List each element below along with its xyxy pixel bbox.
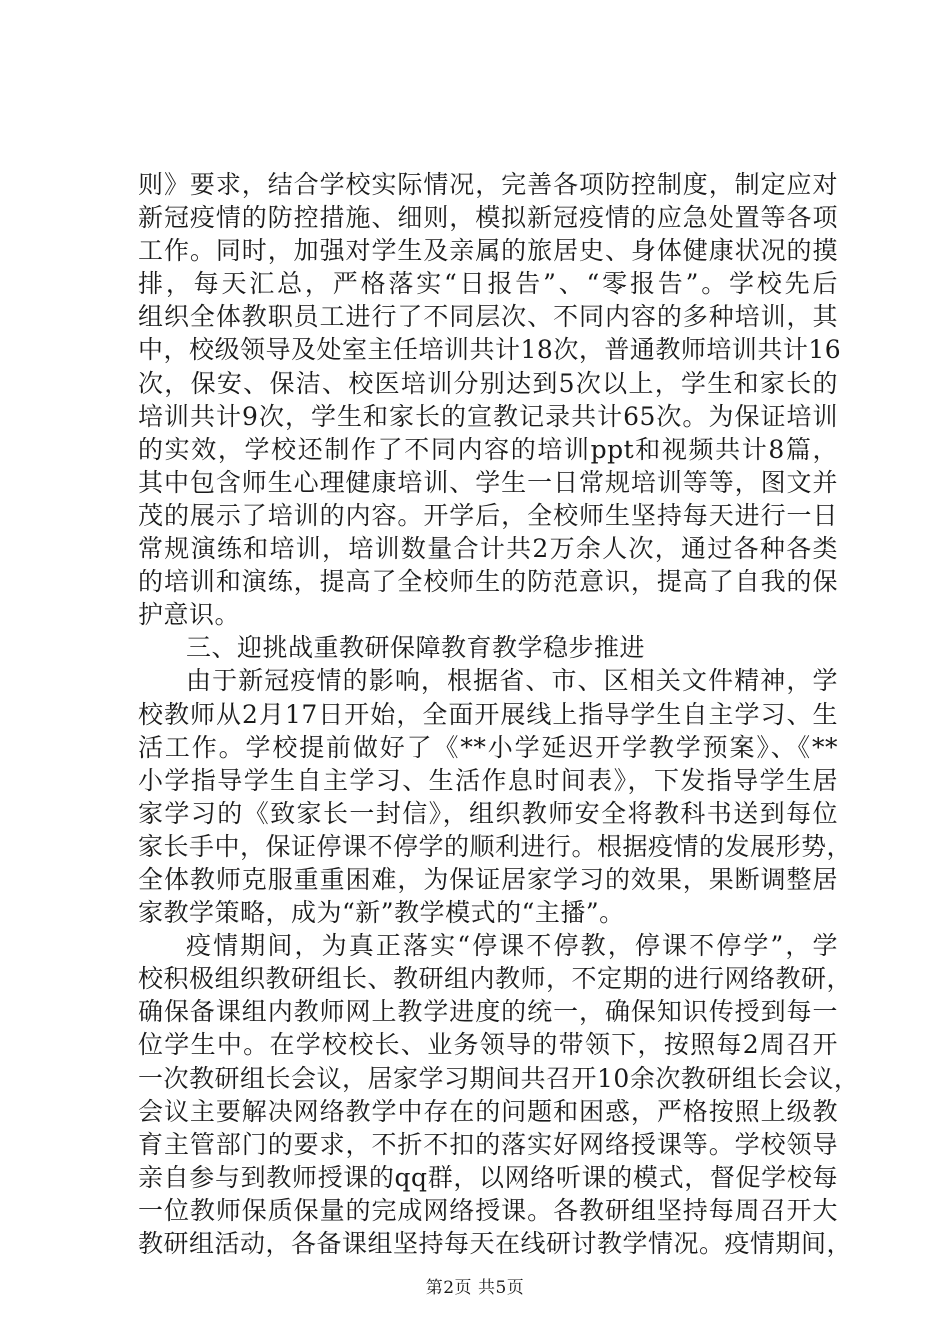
text-line: 教研组活动，各备课组坚持每天在线研讨教学情况。疫情期间， bbox=[138, 1229, 853, 1258]
text-line: 育主管部门的要求，不折不扣的落实好网络授课等。学校领导 bbox=[138, 1129, 838, 1159]
text-line: 工作。同时，加强对学生及亲属的旅居史、身体健康状况的摸 bbox=[138, 236, 838, 266]
text-line: 位学生中。在学校校长、业务领导的带领下，按照每2周召开 bbox=[138, 1030, 838, 1060]
text-line: 则》要求，结合学校实际情况，完善各项防控制度，制定应对 bbox=[138, 170, 838, 199]
text-line: 亲自参与到教师授课的qq群，以网络听课的模式，督促学校每 bbox=[138, 1162, 838, 1192]
text-line: 排，每天汇总，严格落实“日报告”、“零报告”。学校先后 bbox=[138, 269, 838, 299]
text-line: 一位教师保质保量的完成网络授课。各教研组坚持每周召开大 bbox=[138, 1195, 838, 1225]
text-line: 家学习的《致家长一封信》，组织教师安全将教科书送到每位 bbox=[138, 798, 838, 828]
text-line: 中，校级领导及处室主任培训共计18次，普通教师培训共计16 bbox=[138, 335, 842, 365]
text-line: 新冠疫情的防控措施、细则，模拟新冠疫情的应急处置等各项 bbox=[138, 203, 838, 233]
text-line: 由于新冠疫情的影响，根据省、市、区相关文件精神，学 bbox=[186, 666, 838, 696]
text-line: 疫情期间，为真正落实“停课不停教，停课不停学”，学 bbox=[186, 931, 838, 961]
text-line: 的实效，学校还制作了不同内容的培训ppt和视频共计8篇， bbox=[138, 434, 838, 464]
text-line: 组织全体教职员工进行了不同层次、不同内容的多种培训，其 bbox=[138, 302, 838, 332]
text-line: 其中包含师生心理健康培训、学生一日常规培训等等，图文并 bbox=[138, 467, 838, 497]
section-heading: 三、迎挑战重教研保障教育教学稳步推进 bbox=[186, 633, 646, 663]
text-line: 会议主要解决网络教学中存在的问题和困惑，严格按照上级教 bbox=[138, 1096, 838, 1126]
text-line: 常规演练和培训，培训数量合计共2万余人次，通过各种各类 bbox=[138, 534, 838, 564]
text-line: 家教学策略，成为“新”教学模式的“主播”。 bbox=[138, 898, 625, 928]
text-line: 培训共计9次，学生和家长的宣教记录共计65次。为保证培训 bbox=[138, 401, 838, 431]
text-line: 护意识。 bbox=[138, 600, 241, 630]
document-body bbox=[138, 168, 860, 1260]
text-line: 一次教研组长会议，居家学习期间共召开10余次教研组长会议， bbox=[138, 1063, 860, 1093]
text-line: 确保备课组内教师网上教学进度的统一，确保知识传授到每一 bbox=[138, 997, 838, 1027]
text-line: 小学指导学生自主学习、生活作息时间表》，下发指导学生居 bbox=[138, 765, 838, 795]
text-line: 家长手中，保证停课不停学的顺利进行。根据疫情的发展形势， bbox=[138, 831, 853, 861]
text-line: 茂的展示了培训的内容。开学后，全校师生坚持每天进行一日 bbox=[138, 500, 838, 530]
text-line: 次，保安、保洁、校医培训分别达到5次以上，学生和家长的 bbox=[138, 368, 838, 398]
text-line: 全体教师克服重重困难，为保证居家学习的效果，果断调整居 bbox=[138, 864, 838, 894]
text-line: 的培训和演练，提高了全校师生的防范意识，提高了自我的保 bbox=[138, 567, 838, 597]
text-line: 校教师从2月17日开始，全面开展线上指导学生自主学习、生 bbox=[138, 699, 838, 729]
page-footer: 第2页 共5页 bbox=[425, 1278, 525, 1298]
text-line: 活工作。学校提前做好了《**小学延迟开学教学预案》、《** bbox=[138, 732, 838, 762]
text-line: 校积极组织教研组长、教研组内教师，不定期的进行网络教研， bbox=[138, 964, 853, 994]
